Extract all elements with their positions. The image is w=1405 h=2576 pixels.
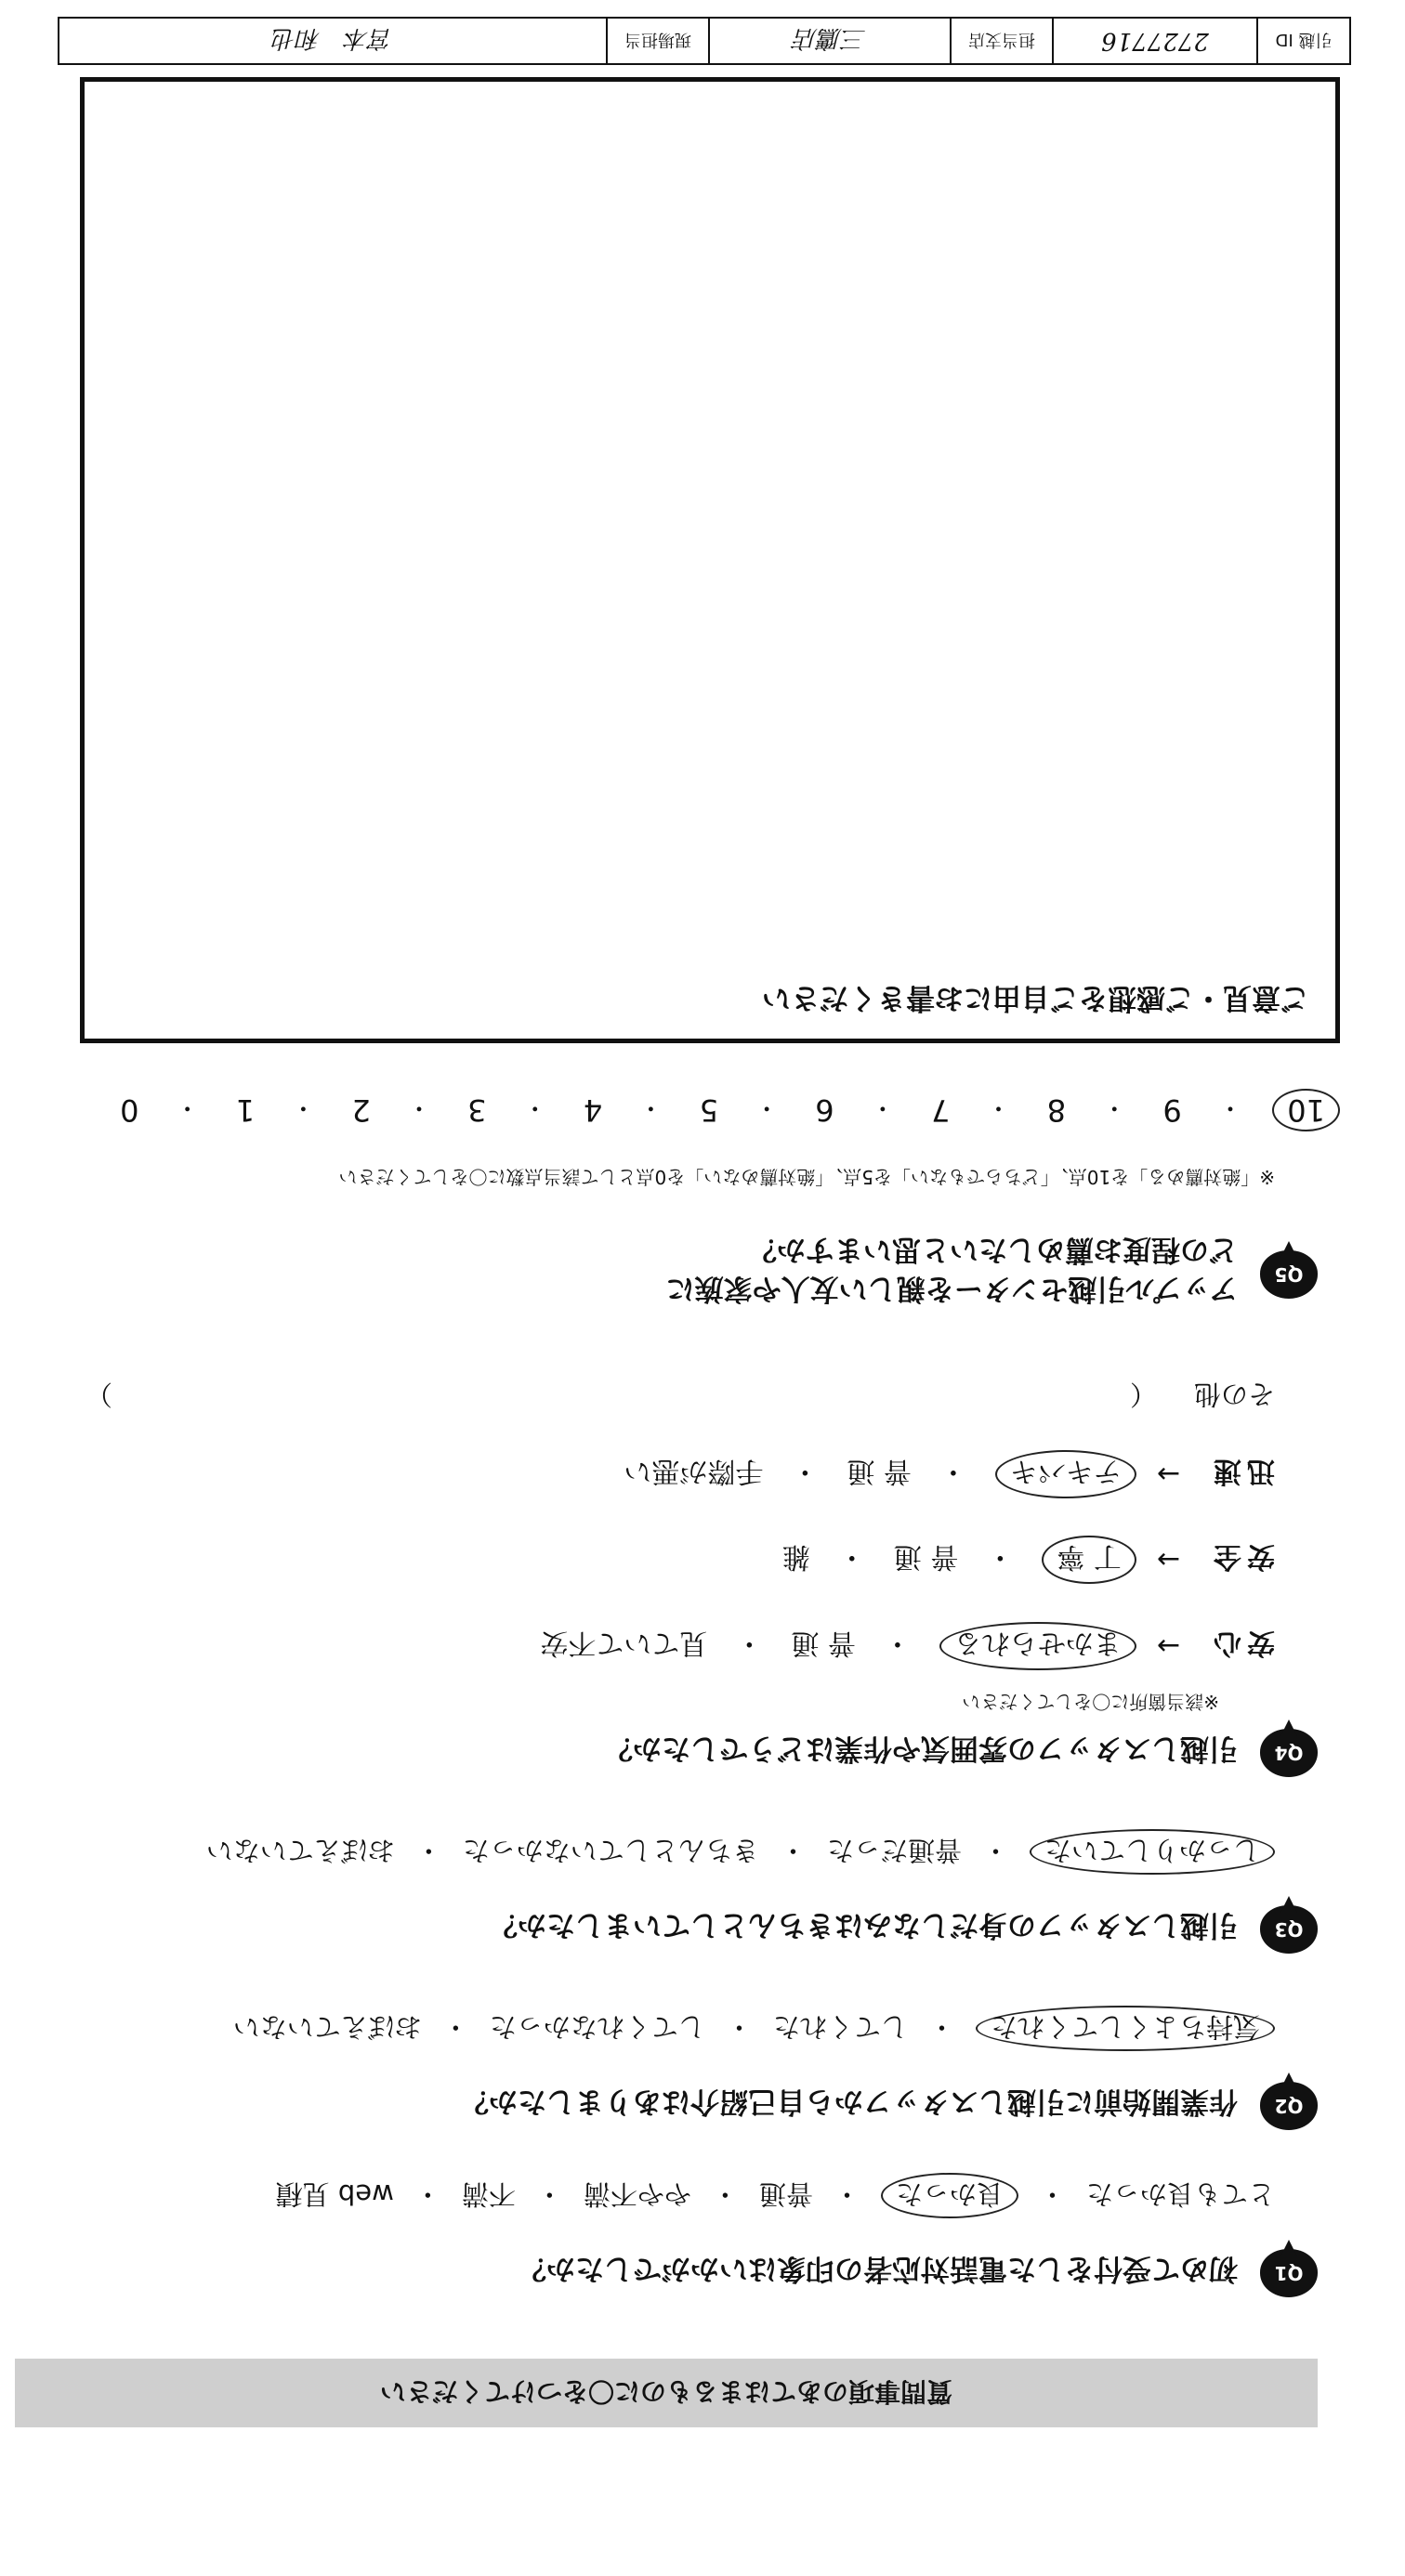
q1-option[interactable]: やや不満: [583, 2178, 691, 2210]
q4-row-label: 迅速: [1208, 1455, 1275, 1487]
q1-option[interactable]: 不満: [461, 2178, 516, 2210]
q3-question: [489, 1896, 1318, 1954]
q2-text: 作業開始前に引越しスタッフから自己紹介はありましたか？: [460, 2085, 1238, 2118]
q3-option[interactable]: 普通だった: [826, 1835, 962, 1866]
q4-option[interactable]: 見ていて不安: [540, 1627, 708, 1659]
instruction-text: 質問事項のあてはまるものに〇をつけてください: [380, 2376, 953, 2407]
q5-text-line2: どの程度お薦めしたいと思いますか？: [748, 1233, 1238, 1266]
q2-question: [460, 2073, 1318, 2130]
q3-option-selected[interactable]: しっかりしていた: [1030, 1829, 1275, 1875]
q4-row-speed: 迅速 → テキパキ ・ 普 通 ・ 手際が悪い: [624, 1450, 1275, 1498]
q1-question: [518, 2240, 1318, 2297]
q3-text: 引越しスタッフの身だしなみはきちんとしていましたか？: [489, 1908, 1238, 1942]
q4-option-selected[interactable]: 丁 寧: [1042, 1536, 1136, 1584]
q4-badge-icon: Q4: [1260, 1720, 1318, 1777]
scale-value[interactable]: 2: [351, 1092, 371, 1128]
q5-question: [666, 1230, 1318, 1308]
q3-option[interactable]: おぼえていない: [205, 1835, 395, 1866]
q4-question: [604, 1720, 1318, 1777]
scale-value[interactable]: 5: [699, 1092, 718, 1128]
q4-option[interactable]: 普 通: [847, 1455, 912, 1487]
scale-value[interactable]: 4: [583, 1092, 603, 1128]
footer-id-value: 2727716: [1052, 19, 1256, 63]
footer-id-label: 引越 ID: [1256, 19, 1349, 63]
q1-option[interactable]: とても良かった: [1085, 2178, 1275, 2210]
scale-value-selected[interactable]: 10: [1272, 1089, 1340, 1131]
scale-value[interactable]: 9: [1162, 1092, 1182, 1128]
q1-options: とても良かった ・ 良かった ・ 普通 ・ やや不満 ・ 不満 ・ web 見積: [276, 2173, 1275, 2218]
q4-option-selected[interactable]: テキパキ: [995, 1450, 1136, 1498]
q4-option[interactable]: 手際が悪い: [624, 1455, 764, 1487]
q3-options: しっかりしていた ・ 普通だった ・ きちんとしていなかった ・ おぼえていない: [206, 1829, 1275, 1875]
q4-text: 引越しスタッフの雰囲気や作業はどうでしたか？: [604, 1732, 1238, 1765]
q5-scale: 10 ・ 9 ・ 8 ・ 7 ・ 6 ・ 5 ・ 4 ・ 3 ・ 2 ・ 1 ・ 0: [113, 1089, 1340, 1131]
q2-badge-icon: Q2: [1260, 2073, 1318, 2130]
comments-heading: ご意見・ご感想をご自由にお書きください: [762, 981, 1309, 1014]
q4-other-label: その他: [1193, 1379, 1275, 1410]
q4-other-close: ）: [85, 1379, 113, 1410]
scale-value[interactable]: 1: [235, 1092, 256, 1128]
q2-option-selected[interactable]: 気持ちよくしてくれた: [976, 2006, 1275, 2051]
q2-options: 気持ちよくしてくれた ・ してくれた ・ してくれなかった ・ おぼえていない: [233, 2006, 1275, 2051]
footer-leader-value: 宮本 和也: [272, 24, 394, 53]
q2-option[interactable]: してくれた: [772, 2011, 908, 2043]
q2-option[interactable]: おぼえていない: [232, 2011, 422, 2043]
scale-value[interactable]: 8: [1046, 1092, 1067, 1128]
q1-badge-icon: Q1: [1260, 2240, 1318, 2297]
q5-badge-icon: Q5: [1260, 1241, 1318, 1299]
right-arrow-icon: →: [1156, 1543, 1180, 1576]
q4-row-secure: 安全 → 丁 寧 ・ 普 通 ・ 雑: [782, 1536, 1275, 1584]
footer-branch-value: 三鷹店: [708, 19, 950, 63]
right-arrow-icon: →: [1156, 1629, 1180, 1663]
q3-option[interactable]: きちんとしていなかった: [462, 1835, 759, 1866]
q2-option[interactable]: してくれなかった: [489, 2011, 705, 2043]
comments-box[interactable]: [80, 77, 1340, 1043]
footer-leader-label: 現場担当: [606, 19, 708, 63]
footer-table: [58, 17, 1351, 65]
q1-option-selected[interactable]: 良かった: [881, 2173, 1018, 2218]
q4-option[interactable]: 普 通: [791, 1627, 856, 1659]
q4-option[interactable]: 普 通: [893, 1540, 959, 1573]
q4-other: その他（ ）: [85, 1377, 1275, 1415]
q4-row-label: 安心: [1208, 1627, 1275, 1659]
instruction-bar: [15, 2359, 1318, 2427]
q4-row-safe: 安心 → まかせられる ・ 普 通 ・ 見ていて不安: [540, 1622, 1275, 1670]
scale-value[interactable]: 7: [931, 1092, 951, 1128]
q5-text-line1: アップル引越センターを親しい友人や家族に: [665, 1272, 1238, 1305]
scale-value[interactable]: 0: [120, 1092, 139, 1128]
scale-value[interactable]: 6: [815, 1092, 834, 1128]
q4-option[interactable]: 雑: [781, 1540, 810, 1573]
q1-option[interactable]: 普通: [758, 2178, 813, 2210]
q1-option[interactable]: web 見積: [275, 2178, 394, 2210]
q5-note: ※「絶対薦める」を10点、「どちらでもない」を5点、「絶対薦めない」を0点として該当点数に〇をしてください: [338, 1166, 1275, 1188]
q4-row-label: 安全: [1208, 1540, 1275, 1573]
q4-option-selected[interactable]: まかせられる: [939, 1622, 1136, 1670]
q4-note: ※該当箇所に〇をしてください: [962, 1691, 1219, 1713]
footer-branch-label: 担当支店: [950, 19, 1052, 63]
q1-text: 初めて受付をした電話対応者の印象はいかがでしたか？: [518, 2252, 1238, 2285]
right-arrow-icon: →: [1156, 1458, 1180, 1491]
q3-badge-icon: Q3: [1260, 1896, 1318, 1954]
scale-value[interactable]: 3: [467, 1092, 487, 1128]
